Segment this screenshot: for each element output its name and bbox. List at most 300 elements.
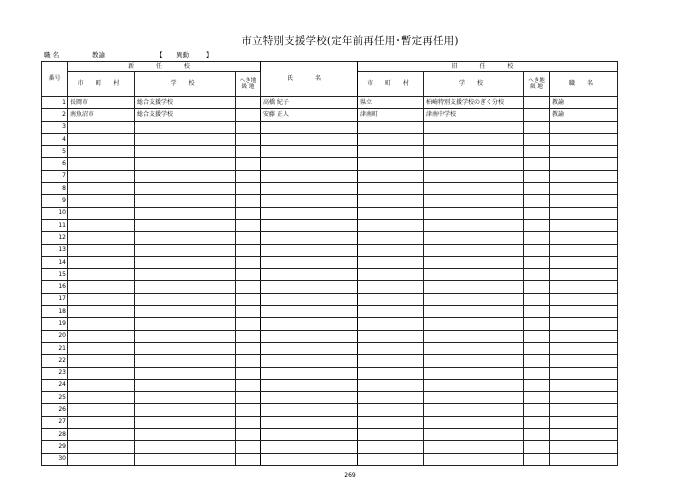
old-school-cell: 津南中学校 — [424, 109, 524, 121]
position-cell — [550, 146, 618, 158]
new-school-cell — [135, 318, 236, 330]
employment-type: 異動 — [176, 51, 189, 59]
new-school-cell — [135, 367, 236, 379]
row-number: 15 — [42, 269, 68, 281]
new-city-cell — [68, 330, 135, 342]
old-city-cell — [358, 355, 424, 367]
old-school-cell — [424, 306, 524, 318]
name-cell — [261, 170, 358, 182]
old-city-cell — [358, 429, 424, 441]
new-school-cell — [135, 219, 236, 231]
position-cell — [550, 330, 618, 342]
position-cell — [550, 158, 618, 170]
old-hekichi-cell — [524, 416, 550, 428]
new-school-cell — [135, 379, 236, 391]
old-city-cell — [358, 207, 424, 219]
new-school-cell — [135, 453, 236, 465]
new-hekichi-cell — [236, 269, 261, 281]
table-row — [42, 183, 618, 195]
row-number: 25 — [42, 392, 68, 404]
position-cell — [550, 342, 618, 354]
new-city-cell — [68, 183, 135, 195]
new-city-cell — [68, 293, 135, 305]
position-cell — [550, 404, 618, 416]
old-city-cell — [358, 453, 424, 465]
row-number: 30 — [42, 453, 68, 465]
name-cell — [261, 392, 358, 404]
new-hekichi-cell — [236, 170, 261, 182]
old-hekichi-cell — [524, 232, 550, 244]
old-school-cell — [424, 219, 524, 231]
old-hekichi-cell — [524, 330, 550, 342]
new-city-cell — [68, 404, 135, 416]
table-row — [42, 342, 618, 354]
old-hekichi-cell — [524, 207, 550, 219]
name-cell — [261, 306, 358, 318]
row-number: 18 — [42, 306, 68, 318]
table-row — [42, 330, 618, 342]
name-cell — [261, 281, 358, 293]
table-row — [42, 195, 618, 207]
old-school-cell — [424, 416, 524, 428]
new-school-cell — [135, 170, 236, 182]
table-row — [42, 404, 618, 416]
new-school-cell — [135, 183, 236, 195]
old-hekichi-cell — [524, 97, 550, 109]
new-school-cell — [135, 121, 236, 133]
old-city-cell — [358, 441, 424, 453]
new-hekichi-cell — [236, 367, 261, 379]
new-city-cell — [68, 281, 135, 293]
row-number: 10 — [42, 207, 68, 219]
old-city-cell — [358, 281, 424, 293]
table-row — [42, 392, 618, 404]
header-new-hekichi-line2: 級 地 — [241, 84, 255, 90]
position-cell — [550, 441, 618, 453]
header-name: 氏 名 — [261, 62, 358, 97]
new-school-cell — [135, 342, 236, 354]
new-city-cell — [68, 355, 135, 367]
old-hekichi-cell — [524, 183, 550, 195]
table-row — [42, 355, 618, 367]
header-new-city: 市 町 村 — [68, 72, 135, 97]
table-row — [42, 293, 618, 305]
position-cell — [550, 244, 618, 256]
header-old-school: 旧 任 校 — [358, 62, 618, 72]
old-school-cell — [424, 453, 524, 465]
row-number: 11 — [42, 219, 68, 231]
header-bangou: 番号 — [42, 62, 68, 97]
old-city-cell — [358, 367, 424, 379]
name-cell — [261, 429, 358, 441]
old-hekichi-cell — [524, 441, 550, 453]
name-cell — [261, 342, 358, 354]
table-row — [42, 97, 618, 109]
old-school-cell — [424, 170, 524, 182]
new-hekichi-cell — [236, 293, 261, 305]
new-city-cell — [68, 195, 135, 207]
old-school-cell — [424, 232, 524, 244]
new-school-cell — [135, 355, 236, 367]
header-old-city: 市 町 村 — [358, 72, 424, 97]
old-city-cell: 県立 — [358, 97, 424, 109]
role-value: 教諭 — [92, 51, 105, 59]
old-school-cell — [424, 429, 524, 441]
table-row — [42, 207, 618, 219]
new-city-cell — [68, 416, 135, 428]
old-hekichi-cell — [524, 109, 550, 121]
position-cell — [550, 318, 618, 330]
position-cell — [550, 256, 618, 268]
header-new-hekichi-line1: へき地 — [239, 77, 257, 84]
new-city-cell — [68, 232, 135, 244]
new-hekichi-cell — [236, 244, 261, 256]
table-row — [42, 416, 618, 428]
old-city-cell — [358, 244, 424, 256]
old-city-cell — [358, 195, 424, 207]
old-hekichi-cell — [524, 195, 550, 207]
table-row — [42, 133, 618, 145]
position-cell: 教諭 — [550, 97, 618, 109]
row-number: 17 — [42, 293, 68, 305]
new-city-cell — [68, 133, 135, 145]
old-hekichi-cell — [524, 244, 550, 256]
old-city-cell — [358, 404, 424, 416]
new-hekichi-cell — [236, 416, 261, 428]
new-school-cell — [135, 429, 236, 441]
name-cell — [261, 379, 358, 391]
new-hekichi-cell — [236, 281, 261, 293]
old-school-cell — [424, 293, 524, 305]
row-number: 4 — [42, 133, 68, 145]
new-school-cell — [135, 195, 236, 207]
header-new-school: 新 任 校 — [68, 62, 261, 72]
position-cell — [550, 429, 618, 441]
new-hekichi-cell — [236, 318, 261, 330]
old-school-cell: 柏崎特別支援学校のぎく分校 — [424, 97, 524, 109]
new-city-cell — [68, 429, 135, 441]
old-city-cell — [358, 232, 424, 244]
new-hekichi-cell — [236, 404, 261, 416]
row-number: 26 — [42, 404, 68, 416]
old-hekichi-cell — [524, 293, 550, 305]
new-school-cell — [135, 146, 236, 158]
new-school-cell — [135, 330, 236, 342]
old-school-cell — [424, 404, 524, 416]
new-hekichi-cell — [236, 342, 261, 354]
new-hekichi-cell — [236, 256, 261, 268]
new-school-cell — [135, 232, 236, 244]
header-old-hekichi — [524, 72, 550, 97]
new-city-cell — [68, 244, 135, 256]
new-school-cell: 総合支援学校 — [135, 97, 236, 109]
document-title: 市立特別支援学校(定年前再任用･暫定再任用) — [241, 35, 459, 47]
old-hekichi-cell — [524, 355, 550, 367]
new-city-cell — [68, 441, 135, 453]
new-hekichi-cell — [236, 392, 261, 404]
new-city-cell — [68, 158, 135, 170]
new-city-cell — [68, 453, 135, 465]
old-city-cell — [358, 256, 424, 268]
position-cell — [550, 453, 618, 465]
name-cell — [261, 318, 358, 330]
new-school-cell — [135, 244, 236, 256]
new-school-cell — [135, 158, 236, 170]
new-city-cell — [68, 392, 135, 404]
new-hekichi-cell — [236, 429, 261, 441]
name-cell — [261, 269, 358, 281]
old-hekichi-cell — [524, 281, 550, 293]
old-hekichi-cell — [524, 219, 550, 231]
old-city-cell — [358, 170, 424, 182]
table-body — [42, 97, 618, 466]
old-school-cell — [424, 330, 524, 342]
new-city-cell: 長岡市 — [68, 97, 135, 109]
old-school-cell — [424, 207, 524, 219]
table-row — [42, 109, 618, 121]
new-city-cell — [68, 146, 135, 158]
old-school-cell — [424, 441, 524, 453]
old-school-cell — [424, 281, 524, 293]
old-city-cell — [358, 379, 424, 391]
position-cell — [550, 379, 618, 391]
row-number: 24 — [42, 379, 68, 391]
old-school-cell — [424, 256, 524, 268]
new-hekichi-cell — [236, 330, 261, 342]
row-number: 21 — [42, 342, 68, 354]
position-cell — [550, 170, 618, 182]
new-school-cell — [135, 133, 236, 145]
position-cell — [550, 207, 618, 219]
new-school-cell — [135, 281, 236, 293]
new-hekichi-cell — [236, 219, 261, 231]
name-cell — [261, 441, 358, 453]
new-school-cell — [135, 207, 236, 219]
row-number: 29 — [42, 441, 68, 453]
new-school-cell — [135, 392, 236, 404]
old-school-cell — [424, 121, 524, 133]
old-hekichi-cell — [524, 121, 550, 133]
name-cell — [261, 232, 358, 244]
table-row — [42, 121, 618, 133]
header-position: 職 名 — [550, 72, 618, 97]
old-hekichi-cell — [524, 404, 550, 416]
row-number: 5 — [42, 146, 68, 158]
position-cell — [550, 306, 618, 318]
new-school-cell — [135, 404, 236, 416]
old-school-cell — [424, 379, 524, 391]
old-hekichi-cell — [524, 269, 550, 281]
new-city-cell — [68, 367, 135, 379]
name-cell — [261, 453, 358, 465]
position-cell — [550, 355, 618, 367]
row-number: 23 — [42, 367, 68, 379]
name-cell — [261, 416, 358, 428]
new-hekichi-cell — [236, 453, 261, 465]
old-school-cell — [424, 355, 524, 367]
header-old-hekichi-line1: へき地 — [528, 77, 545, 84]
row-number: 28 — [42, 429, 68, 441]
table-row — [42, 453, 618, 465]
position-cell — [550, 367, 618, 379]
row-number: 9 — [42, 195, 68, 207]
new-school-cell — [135, 293, 236, 305]
old-hekichi-cell — [524, 146, 550, 158]
header-old-school-name: 学 校 — [424, 72, 524, 97]
new-hekichi-cell — [236, 146, 261, 158]
old-city-cell — [358, 146, 424, 158]
name-cell — [261, 355, 358, 367]
new-city-cell — [68, 269, 135, 281]
row-number: 16 — [42, 281, 68, 293]
new-school-cell — [135, 256, 236, 268]
name-cell — [261, 256, 358, 268]
old-school-cell — [424, 392, 524, 404]
name-cell: 高橋 紀子 — [261, 97, 358, 109]
row-number: 7 — [42, 170, 68, 182]
row-number: 19 — [42, 318, 68, 330]
name-cell — [261, 121, 358, 133]
bracket-close: 】 — [206, 51, 213, 59]
new-hekichi-cell — [236, 441, 261, 453]
position-cell — [550, 416, 618, 428]
name-cell — [261, 183, 358, 195]
name-cell — [261, 219, 358, 231]
old-city-cell — [358, 318, 424, 330]
new-city-cell — [68, 256, 135, 268]
new-city-cell — [68, 121, 135, 133]
name-cell — [261, 158, 358, 170]
new-hekichi-cell — [236, 232, 261, 244]
new-city-cell — [68, 318, 135, 330]
header-new-school-name: 学 校 — [135, 72, 236, 97]
old-city-cell — [358, 306, 424, 318]
row-number: 1 — [42, 97, 68, 109]
table-row — [42, 429, 618, 441]
old-hekichi-cell — [524, 429, 550, 441]
new-hekichi-cell — [236, 306, 261, 318]
name-cell: 安藤 正人 — [261, 109, 358, 121]
position-cell — [550, 293, 618, 305]
new-hekichi-cell — [236, 97, 261, 109]
new-hekichi-cell — [236, 355, 261, 367]
new-school-cell — [135, 416, 236, 428]
name-cell — [261, 244, 358, 256]
name-cell — [261, 133, 358, 145]
new-hekichi-cell — [236, 195, 261, 207]
old-hekichi-cell — [524, 306, 550, 318]
role-label: 職 名 — [44, 51, 60, 59]
new-hekichi-cell — [236, 158, 261, 170]
position-cell — [550, 195, 618, 207]
old-school-cell — [424, 195, 524, 207]
new-school-cell — [135, 269, 236, 281]
old-hekichi-cell — [524, 158, 550, 170]
position-cell — [550, 183, 618, 195]
name-cell — [261, 367, 358, 379]
table-row — [42, 318, 618, 330]
table-row — [42, 379, 618, 391]
new-school-cell — [135, 306, 236, 318]
old-city-cell — [358, 330, 424, 342]
row-number: 22 — [42, 355, 68, 367]
name-cell — [261, 195, 358, 207]
position-cell — [550, 219, 618, 231]
old-school-cell — [424, 183, 524, 195]
position-cell — [550, 121, 618, 133]
old-school-cell — [424, 158, 524, 170]
row-number: 2 — [42, 109, 68, 121]
header-old-hekichi-line2: 級 地 — [530, 84, 543, 90]
row-number: 14 — [42, 256, 68, 268]
name-cell — [261, 404, 358, 416]
new-city-cell — [68, 207, 135, 219]
old-hekichi-cell — [524, 379, 550, 391]
old-school-cell — [424, 269, 524, 281]
old-hekichi-cell — [524, 256, 550, 268]
position-cell — [550, 281, 618, 293]
table-row — [42, 269, 618, 281]
table-row — [42, 281, 618, 293]
old-school-cell — [424, 244, 524, 256]
new-hekichi-cell — [236, 207, 261, 219]
old-school-cell — [424, 318, 524, 330]
old-hekichi-cell — [524, 392, 550, 404]
bracket-open: 【 — [156, 51, 163, 59]
new-hekichi-cell — [236, 133, 261, 145]
new-hekichi-cell — [236, 379, 261, 391]
position-cell: 教諭 — [550, 109, 618, 121]
row-number: 6 — [42, 158, 68, 170]
old-hekichi-cell — [524, 318, 550, 330]
row-number: 27 — [42, 416, 68, 428]
table-row — [42, 170, 618, 182]
name-cell — [261, 146, 358, 158]
old-hekichi-cell — [524, 453, 550, 465]
name-cell — [261, 330, 358, 342]
old-school-cell — [424, 146, 524, 158]
old-hekichi-cell — [524, 342, 550, 354]
table-row — [42, 367, 618, 379]
new-school-cell — [135, 441, 236, 453]
old-city-cell — [358, 392, 424, 404]
row-number: 12 — [42, 232, 68, 244]
old-city-cell — [358, 158, 424, 170]
table-row — [42, 441, 618, 453]
position-cell — [550, 392, 618, 404]
row-number: 20 — [42, 330, 68, 342]
old-school-cell — [424, 342, 524, 354]
table-row — [42, 219, 618, 231]
old-school-cell — [424, 367, 524, 379]
table-row — [42, 244, 618, 256]
old-hekichi-cell — [524, 133, 550, 145]
new-hekichi-cell — [236, 121, 261, 133]
position-cell — [550, 133, 618, 145]
old-city-cell — [358, 133, 424, 145]
old-city-cell — [358, 183, 424, 195]
new-city-cell — [68, 219, 135, 231]
table-row — [42, 256, 618, 268]
name-cell — [261, 293, 358, 305]
old-hekichi-cell — [524, 170, 550, 182]
old-city-cell — [358, 342, 424, 354]
row-number: 8 — [42, 183, 68, 195]
old-city-cell — [358, 121, 424, 133]
old-school-cell — [424, 133, 524, 145]
new-city-cell — [68, 306, 135, 318]
position-cell — [550, 232, 618, 244]
